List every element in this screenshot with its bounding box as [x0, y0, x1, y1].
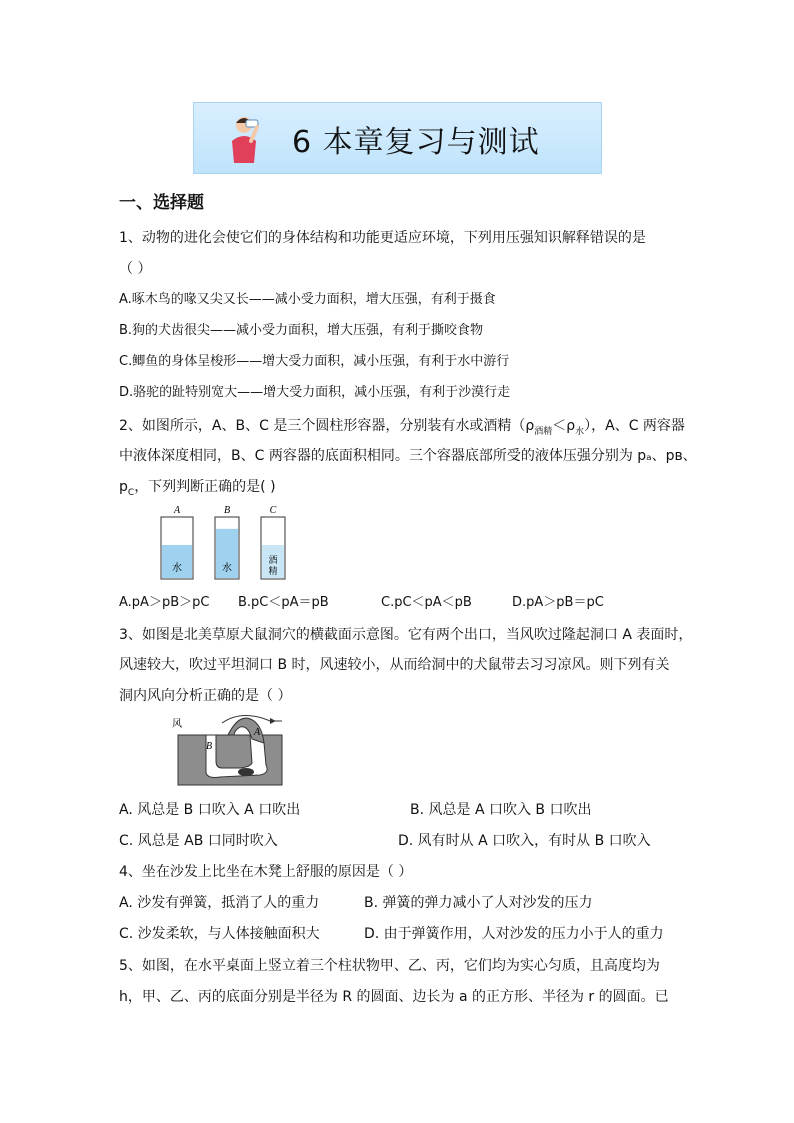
q3-option-d: D. 风有时从 A 口吹入，有时从 B 口吹入: [398, 833, 651, 849]
q1-answer-paren: （ ）: [119, 261, 152, 277]
q4-stem: 4、坐在沙发上比坐在木凳上舒服的原因是（ ）: [119, 864, 413, 880]
q2-option-d: D.pA＞pB＝pC: [512, 595, 604, 610]
q1-option-d: D.骆驼的趾特别宽大——增大受力面积，减小压强，有利于沙漠行走: [119, 385, 511, 400]
opening-a-label: A: [254, 727, 261, 738]
wind-label: 风: [172, 719, 182, 730]
section-title: 一、选择题: [119, 193, 204, 213]
student-drinking-icon: [224, 111, 264, 167]
opening-b-label: B: [206, 741, 213, 752]
q3-option-c: C. 风总是 AB 口同时吹入: [119, 833, 278, 849]
container-a-label: A: [173, 505, 181, 516]
q1-option-b: B.狗的犬齿很尖——减小受力面积，增大压强，有利于撕咬食物: [119, 323, 484, 338]
container-b-label: B: [223, 505, 231, 516]
q4-option-d: D. 由于弹簧作用，人对沙发的压力小于人的重力: [364, 926, 664, 942]
q2-option-b: B.pC＜pA＝pB: [238, 595, 329, 610]
q5-stem-line1: 5、如图，在水平桌面上竖立着三个柱状物甲、乙、丙，它们均为实心匀质，且高度均为: [119, 958, 660, 974]
q4-option-c: C. 沙发柔软，与人体接触面积大: [119, 926, 320, 942]
q3-option-b: B. 风总是 A 口吹入 B 口吹出: [410, 802, 592, 818]
q1-option-c: C.鲫鱼的身体呈梭形——增大受力面积，减小压强，有利于水中游行: [119, 354, 510, 369]
q3-stem-line2: 风速较大，吹过平坦洞口 B 时，风速较小，从而给洞中的犬鼠带去习习凉风。则下列有关: [119, 657, 670, 673]
container-c-label: C: [269, 505, 277, 516]
q2-containers-figure: [155, 503, 295, 583]
q2-stem-line2: 中液体深度相同，B、C 两容器的底面积相同。三个容器底部所受的液体压强分别为 pₐ、pʙ、: [119, 448, 697, 464]
q2-stem-line3: $p_C$，下列判断正确的是( ): [119, 479, 276, 498]
q3-stem-line1: 3、如图是北美草原犬鼠洞穴的横截面示意图。它有两个出口，当风吹过隆起洞口 A 表面时，: [119, 627, 693, 643]
q3-stem-line3: 洞内风向分析正确的是（ ）: [119, 688, 292, 704]
container-c-liquid-label-1: 酒: [268, 556, 278, 566]
container-a-liquid-label: 水: [172, 563, 182, 574]
q3-burrow-figure: [170, 713, 290, 788]
q2-option-c: C.pC＜pA＜pB: [381, 595, 472, 610]
container-c-liquid-label-2: 精: [268, 567, 278, 577]
container-b-liquid-label: 水: [222, 563, 232, 574]
q4-option-b: B. 弹簧的弹力减小了人对沙发的压力: [364, 895, 593, 911]
page-title: 6 本章复习与测试: [292, 125, 540, 160]
title-banner: [193, 102, 602, 174]
q2-option-a: A.pA＞pB＞pC: [119, 595, 210, 610]
q3-option-a: A. 风总是 B 口吹入 A 口吹出: [119, 802, 301, 818]
q1-stem: 1、动物的进化会使它们的身体结构和功能更适应环境，下列用压强知识解释错误的是: [119, 230, 646, 246]
q2-stem-line1: 2、如图所示，A、B、C 是三个圆柱形容器，分别装有水或酒精$(\rho_{酒精}<\rho_水)$，A、C 两容器: [119, 418, 685, 437]
q4-option-a: A. 沙发有弹簧，抵消了人的重力: [119, 895, 320, 911]
q1-option-a: A.啄木鸟的喙又尖又长——减小受力面积，增大压强，有利于摄食: [119, 292, 496, 307]
q5-stem-line2: h，甲、乙、丙的底面分别是半径为 R 的圆面、边长为 a 的正方形、半径为 r 的圆面。已: [119, 989, 669, 1005]
